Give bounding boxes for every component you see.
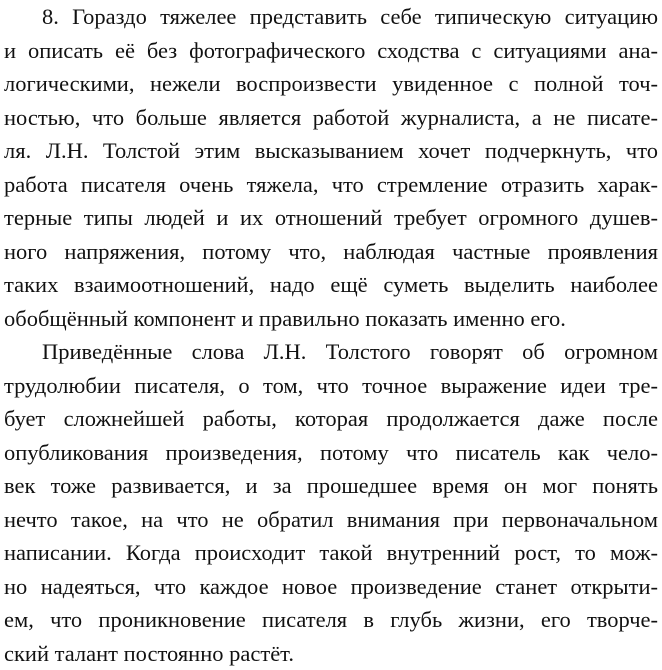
text-line: опубликования произведения, потому что писатель как чело- [4,436,658,470]
text-line: терные типы людей и их отношений требует огромного душев- [4,201,658,235]
text-line: ем, что проникновение писателя в глубь жизни, его творче- [4,603,658,637]
text-line: работа писателя очень тяжела, что стремление отразить харак- [4,168,658,202]
text-line: ский талант постоянно растёт. [4,637,658,670]
text-line: обобщённый компонент и правильно показать именно его. [4,302,658,336]
text-line: ного напряжения, потому что, наблюдая частные проявления [4,235,658,269]
text-line: ля. Л.Н. Толстой этим высказыванием хочет подчеркнуть, что [4,134,658,168]
text-line: Приведённые слова Л.Н. Толстого говорят об огромном [4,335,658,369]
document-page [4,0,658,670]
text-line: бует сложнейшей работы, которая продолжается даже после [4,402,658,436]
text-line: логическими, нежели воспроизвести увиденное с полной точ- [4,67,658,101]
text-line: но надеяться, что каждое новое произведение станет открыти- [4,570,658,604]
text-line: и описать её без фотографического сходства с ситуациями ана- [4,34,658,68]
paragraph-2 [4,335,658,670]
text-line: ностью, что больше является работой журналиста, а не писате- [4,101,658,135]
paragraph-1 [4,0,658,335]
text-line: трудолюбии писателя, о том, что точное выражение идеи тре- [4,369,658,403]
text-line: написании. Когда происходит такой внутренний рост, то мож- [4,536,658,570]
text-line: 8. Гораздо тяжелее представить себе типическую ситуацию [4,0,658,34]
text-line: таких взаимоотношений, надо ещё суметь выделить наиболее [4,268,658,302]
text-line: нечто такое, на что не обратил внимания при первоначальном [4,503,658,537]
text-line: век тоже развивается, и за прошедшее время он мог понять [4,469,658,503]
